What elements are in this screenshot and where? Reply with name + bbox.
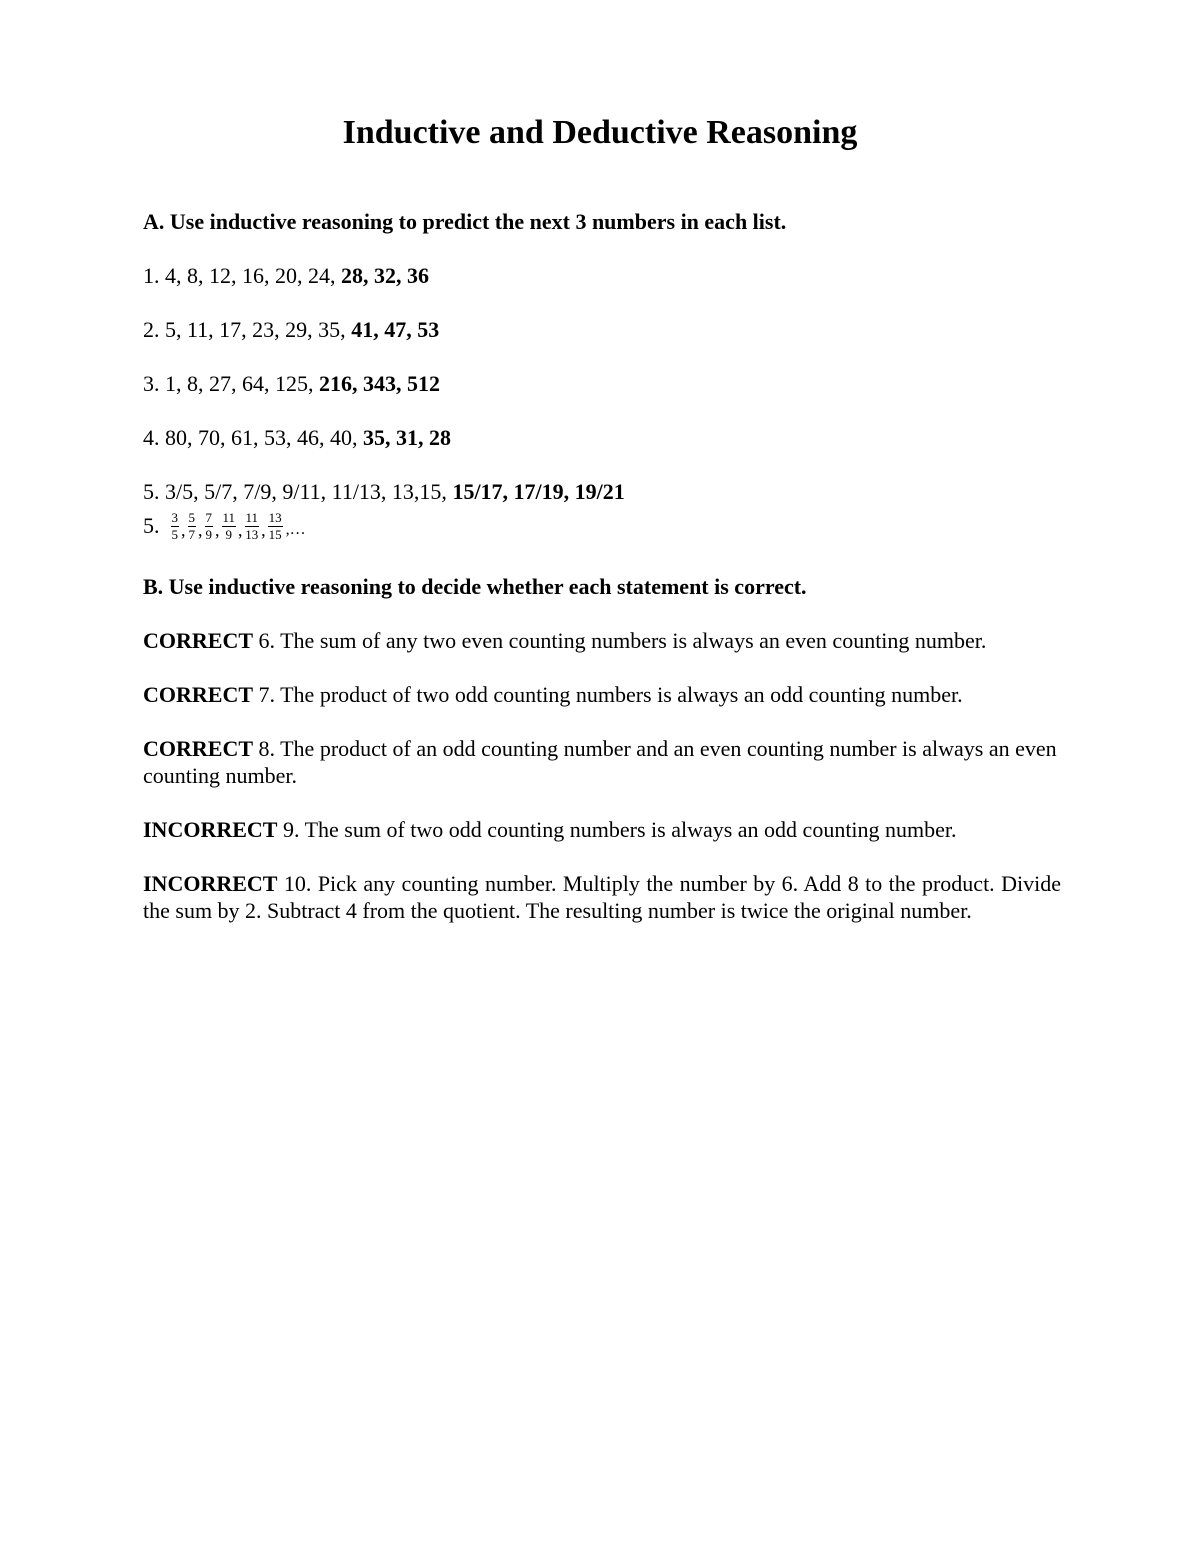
fraction-sequence xyxy=(143,506,306,546)
page-title: Inductive and Deductive Reasoning xyxy=(342,114,858,151)
sequence-given: 1. 4, 8, 12, 16, 20, 24, xyxy=(143,263,341,288)
numerator: 11 xyxy=(222,509,236,525)
sequence-answer: 28, 32, 36 xyxy=(341,263,429,288)
statement-text: 6. The sum of any two even counting numbers is always an even counting number. xyxy=(253,628,987,653)
denominator: 7 xyxy=(188,526,195,542)
sequence-item-5 xyxy=(143,478,1063,505)
fraction xyxy=(268,511,283,542)
sequence-given: 2. 5, 11, 17, 23, 29, 35, xyxy=(143,317,352,342)
statement-item-8 xyxy=(143,735,1061,789)
sequence-answer: 35, 31, 28 xyxy=(363,425,451,450)
fraction xyxy=(245,511,260,542)
fraction-separator: , xyxy=(181,519,186,540)
statement-text: 9. The sum of two odd counting numbers is always an odd counting number. xyxy=(277,817,957,842)
statement-item-9 xyxy=(143,816,1063,843)
section-a-heading: A. Use inductive reasoning to predict the next 3 numbers in each list. xyxy=(143,209,787,234)
sequence-item-3 xyxy=(143,370,1063,397)
fraction xyxy=(222,511,237,542)
fraction-separator: , xyxy=(261,519,266,540)
fraction xyxy=(171,511,180,542)
numerator: 11 xyxy=(245,509,259,525)
fraction xyxy=(188,511,197,542)
statement-verdict: INCORRECT xyxy=(143,871,278,896)
section-b-heading: B. Use inductive reasoning to decide whether each statement is correct. xyxy=(143,574,807,599)
fraction xyxy=(205,511,214,542)
denominator: 15 xyxy=(268,526,282,542)
sequence-item-1 xyxy=(143,262,1063,289)
statement-text: 10. Pick any counting number. Multiply the number by 6. Add 8 to the product. Divide the sum by 2. Subtract 4 from the quotient. The resulting number is twice the original number. xyxy=(143,871,1061,923)
statement-verdict: CORRECT xyxy=(143,736,254,761)
statement-item-10 xyxy=(143,870,1061,924)
statement-verdict: CORRECT xyxy=(143,628,254,653)
fraction-separator: , xyxy=(198,519,203,540)
fraction-ellipsis: ,… xyxy=(285,521,306,538)
numerator: 5 xyxy=(188,509,195,525)
sequence-given: 3. 1, 8, 27, 64, 125, xyxy=(143,371,319,396)
statement-verdict: CORRECT xyxy=(143,682,254,707)
statement-text: 8. The product of an odd counting number and an even counting number is always an even counting number. xyxy=(143,736,1057,788)
statement-text: 7. The product of two odd counting numbers is always an odd counting number. xyxy=(253,682,963,707)
sequence-answer: 15/17, 17/19, 19/21 xyxy=(452,479,625,504)
numerator: 13 xyxy=(268,509,282,525)
numerator: 7 xyxy=(205,509,212,525)
sequence-item-4 xyxy=(143,424,1063,451)
fraction-separator: , xyxy=(238,519,243,540)
sequence-given: 4. 80, 70, 61, 53, 46, 40, xyxy=(143,425,363,450)
sequence-item-2 xyxy=(143,316,1063,343)
sequence-given: 5. 3/5, 5/7, 7/9, 9/11, 11/13, 13,15, xyxy=(143,479,453,504)
denominator: 5 xyxy=(171,526,178,542)
sequence-answer: 216, 343, 512 xyxy=(319,371,440,396)
denominator: 9 xyxy=(225,526,233,542)
fraction-sequence-label: 5. xyxy=(143,513,160,538)
statement-item-7 xyxy=(143,681,1063,708)
statement-item-6 xyxy=(143,627,1063,654)
statement-verdict: INCORRECT xyxy=(143,817,278,842)
denominator: 13 xyxy=(245,526,259,542)
fraction-separator: , xyxy=(215,519,220,540)
denominator: 9 xyxy=(205,526,212,542)
sequence-answer: 41, 47, 53 xyxy=(351,317,440,342)
numerator: 3 xyxy=(171,509,178,525)
